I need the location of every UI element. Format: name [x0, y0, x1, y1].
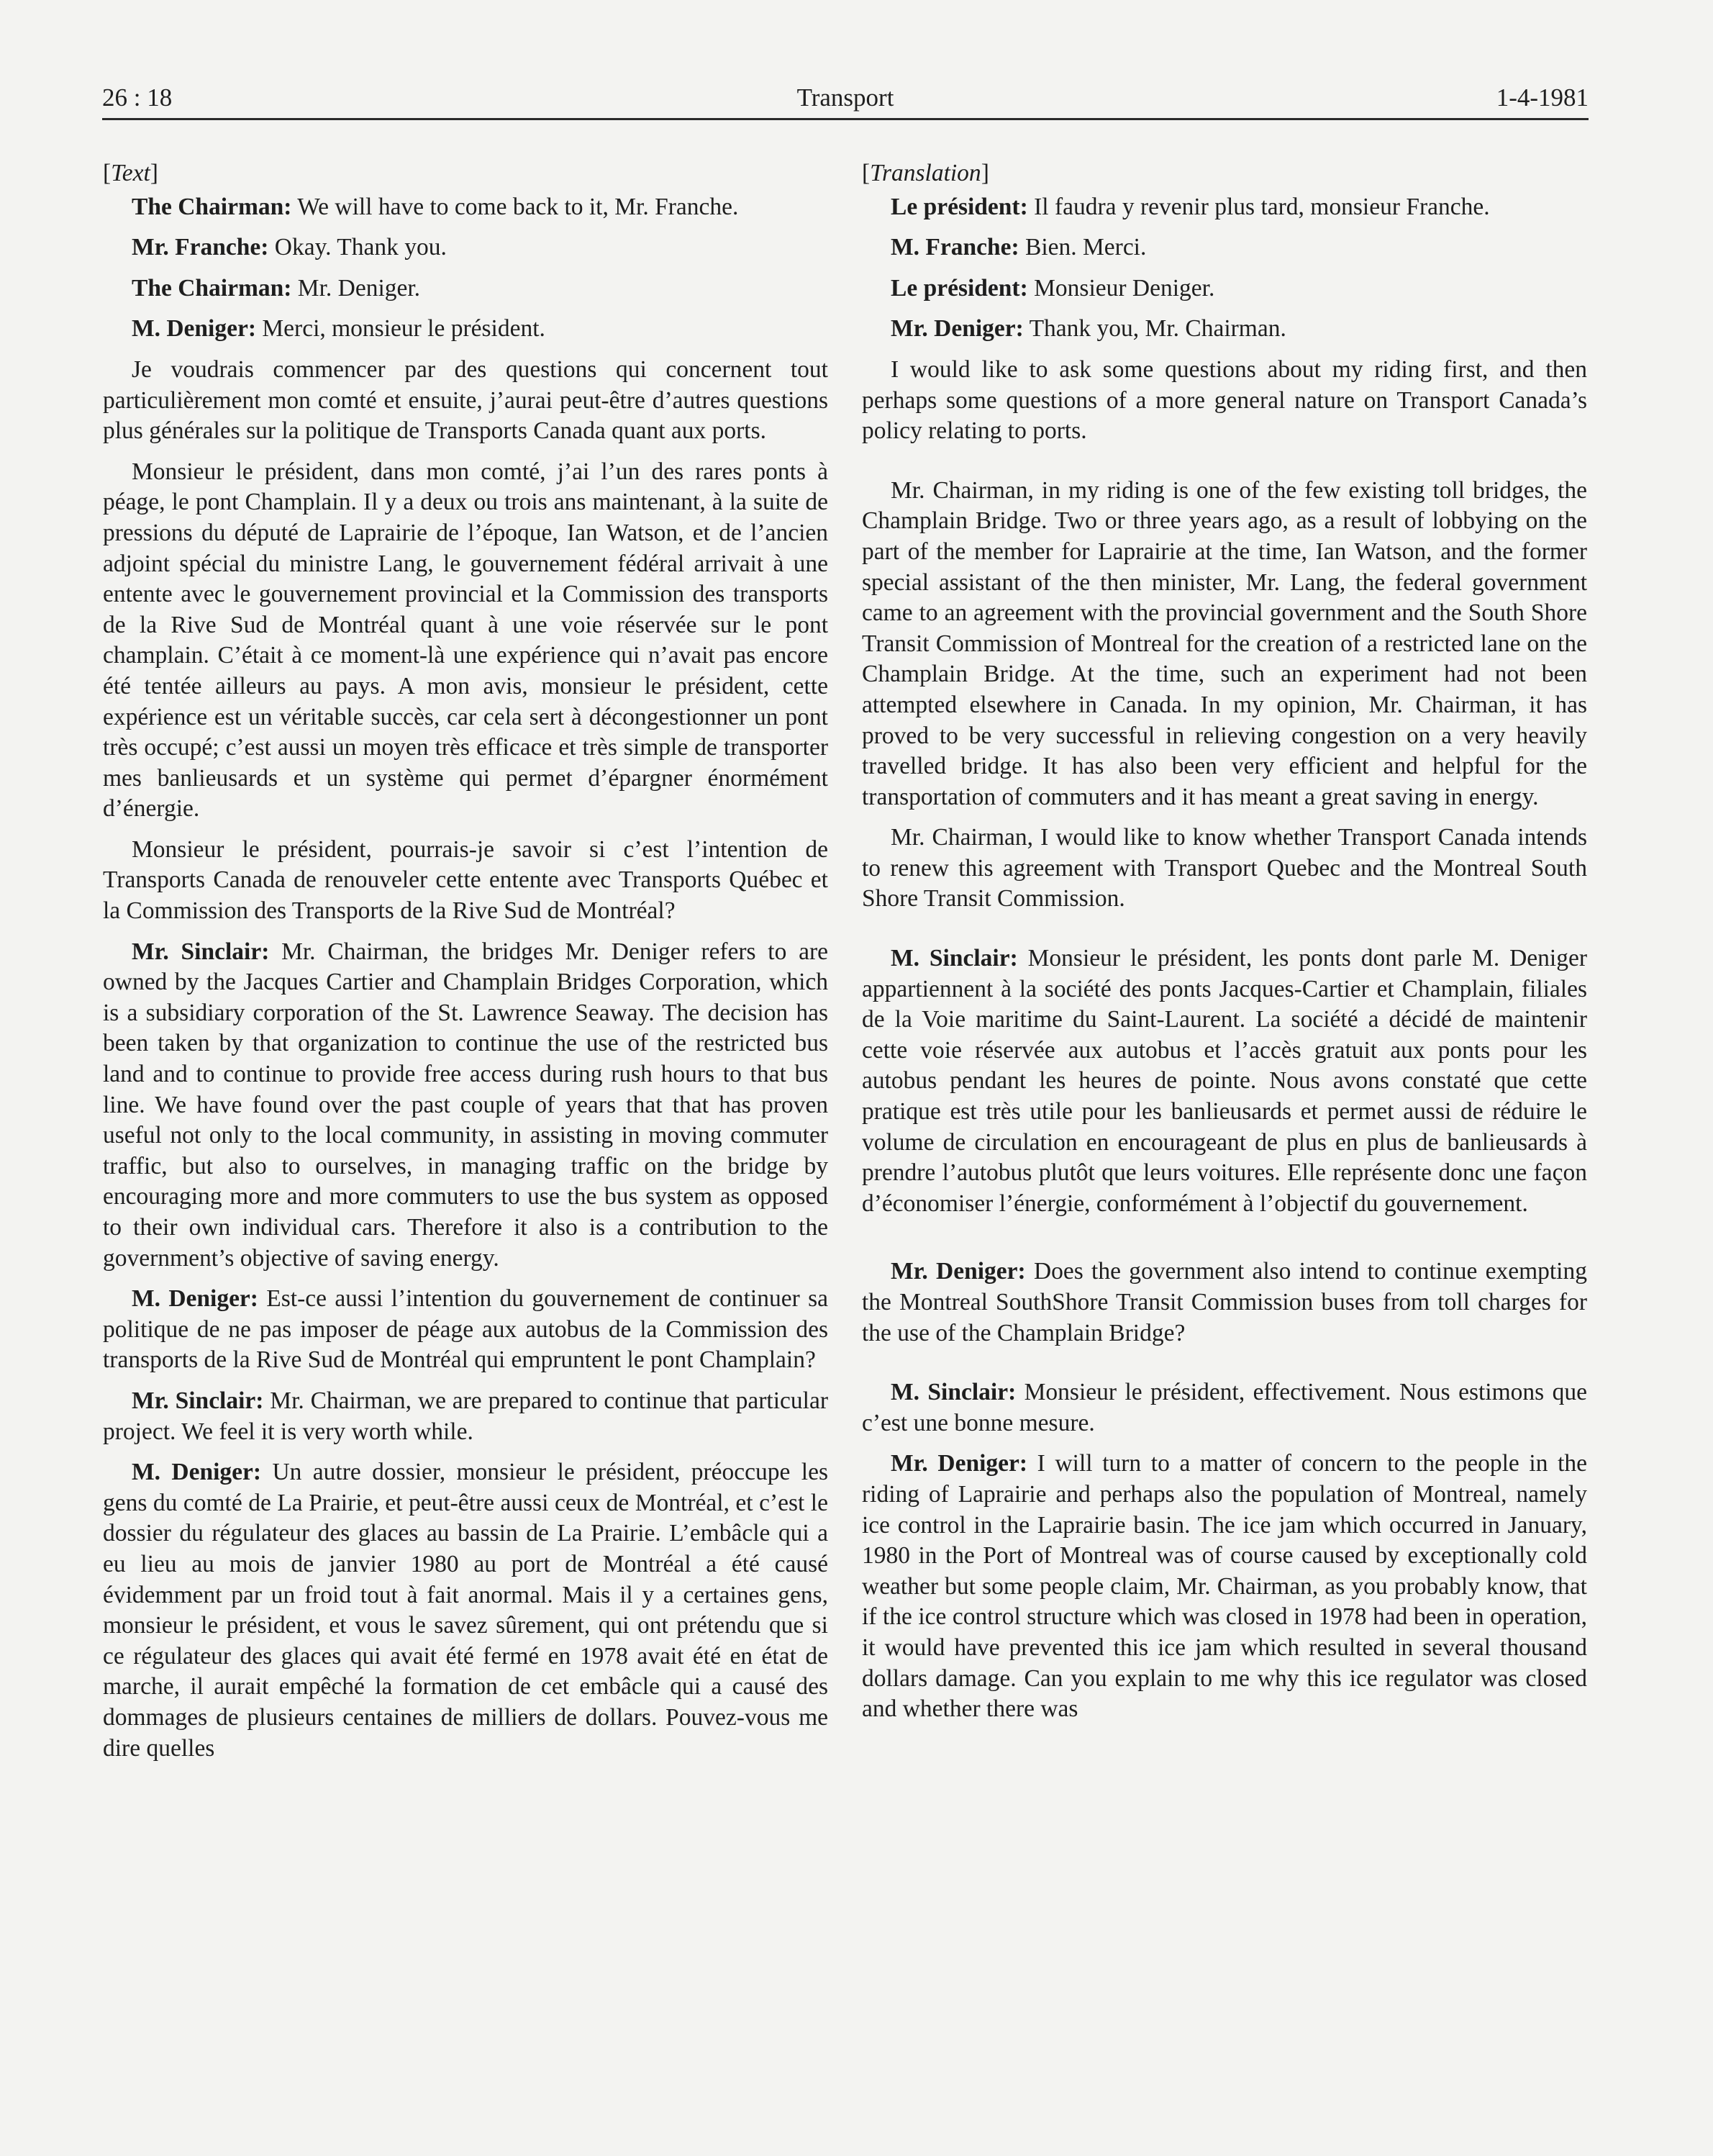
- speaker-name: M. Deniger:: [132, 315, 257, 343]
- column-tag-label: Translation: [870, 160, 981, 186]
- paragraph-text: I would like to ask some questions about my riding first, and then perhaps some questions of a more general nature on Transport Canada’s policy relating to ports.: [862, 355, 1587, 445]
- transcript-paragraph: [103, 457, 828, 825]
- paragraph-text: Un autre dossier, monsieur le président, préoccupe les gens du comté de La Prairie, et peut-être aussi ceux de Montréal, et c’est le dossier du régulateur des glaces au bassin de La Prairie. L’embâcle qui a eu lieu au mois de janvier 1980 au port de Montréal a été causé évidemment par un froid tout à fait anormal. Mais il y a certaines gens, monsieur le président, et vous le savez sûrement, qui ont prétendu que si ce régulateur des glaces qui avait été fermé en 1978 avait été en état de marche, il aurait empêché la formation de cet embâcle qui a causé des dommages de plusieurs centaines de milliers de dollars. Pouvez-vous me dire quelles: [103, 1459, 828, 1762]
- transcript-paragraph: [103, 937, 828, 1274]
- speaker-name: M. Deniger:: [132, 1285, 258, 1313]
- speaker-name: Mr. Sinclair:: [132, 938, 270, 965]
- paragraph-text: Mr. Deniger.: [291, 274, 421, 302]
- transcript-paragraph: [103, 355, 828, 447]
- left-column: [103, 158, 828, 1774]
- paragraph-text: We will have to come back to it, Mr. Franche.: [291, 193, 739, 220]
- column-tag-label: Text: [111, 160, 150, 186]
- speaker-name: Mr. Deniger:: [891, 1450, 1028, 1477]
- speaker-name: Mr. Deniger:: [891, 1258, 1026, 1285]
- transcript-paragraph: [862, 476, 1587, 813]
- transcript-paragraph: [103, 232, 828, 263]
- paragraph-text: Est-ce aussi l’intention du gouvernement de continuer sa politique de ne pas imposer de péage aux autobus de la Commission des transports de la Rive Sud de Montréal qui empruntent le pont Champlain?: [103, 1285, 828, 1374]
- transcript-paragraph: [862, 1377, 1587, 1439]
- paragraph-text: Does the government also intend to continue exempting the Montreal SouthShore Transit Commission buses from toll charges for the use of the Champlain Bridge?: [862, 1258, 1587, 1346]
- speaker-name: Le président:: [891, 193, 1028, 220]
- column-tag: [Text]: [103, 160, 158, 186]
- transcript-paragraph: [862, 1256, 1587, 1349]
- paragraph-text: Monsieur le président, les ponts dont parle M. Deniger appartiennent à la société des ponts Jacques-Cartier et Champlain, filiales de la Voie maritime du Saint-Laurent. La société a décidé de maintenir cette voie réservée aux autobus et l’accès gratuit aux ponts pour les autobus pendant les heures de pointe. Nous avons constaté que cette pratique est très utile pour les banlieusards et permet aussi de réduire le volume de circulation en encourageant de plus en plus de banlieusards à prendre l’autobus plutôt que leurs voitures. Elle représente donc une façon d’économiser l’énergie, conformément à l’objectif du gouvernement.: [862, 945, 1587, 1217]
- paragraph-text: Okay. Thank you.: [268, 234, 447, 261]
- transcript-paragraph: [862, 943, 1587, 1219]
- transcript-paragraph: [103, 273, 828, 304]
- column-tag: [Translation]: [862, 160, 989, 186]
- speaker-name: Mr. Sinclair:: [132, 1387, 264, 1414]
- transcript-paragraph: [862, 314, 1587, 345]
- paragraph-text: Bien. Merci.: [1019, 234, 1147, 261]
- speaker-name: Mr. Franche:: [132, 234, 269, 261]
- page-header: [102, 81, 1589, 120]
- paragraph-text: Mr. Chairman, I would like to know whether Transport Canada intends to renew this agreement with Transport Quebec and the Montreal South Shore Transit Commission.: [862, 824, 1587, 912]
- transcript-paragraph: [103, 1284, 828, 1376]
- transcript-paragraph: [862, 192, 1587, 223]
- speaker-name: M. Franche:: [891, 234, 1019, 261]
- paragraph-text: Monsieur Deniger.: [1027, 274, 1215, 302]
- speaker-name: The Chairman:: [132, 274, 292, 302]
- paragraph-text: Monsieur le président, dans mon comté, j’ai l’un des rares ponts à péage, le pont Champlain. Il y a deux ou trois ans maintenant, à la suite de pressions du député de Laprairie de l’époque, Ian Watson, et de l’ancien adjoint spécial du ministre Lang, le gouvernement fédéral arrivait à une entente avec le gouvernement provincial et la Commission des transports de la Rive Sud de Montréal quant à une voie réservée sur le pont champlain. C’était à ce moment-là une expérience qui n’avait pas encore été tentée ailleurs au pays. A mon avis, monsieur le président, cette expérience est un véritable succès, car cela sert à décongestionner un pont très occupé; c’est aussi un moyen très efficace et très simple de transporter mes banlieusards et un système qui permet d’épargner énormément d’énergie.: [103, 458, 828, 823]
- page-date: 1-4-1981: [1496, 83, 1589, 112]
- paragraph-text: Monsieur le président, effectivement. Nous estimons que c’est une bonne mesure.: [862, 1379, 1587, 1436]
- transcript-paragraph: [103, 1386, 828, 1447]
- transcript-paragraph: [103, 835, 828, 927]
- page-reference: 26 : 18: [102, 83, 173, 112]
- transcript-paragraph: [862, 823, 1587, 915]
- right-column: [862, 158, 1587, 1735]
- paragraph-text: Je voudrais commencer par des questions qui concernent tout particulièrement mon comté et ensuite, j’aurai peut-être d’autres questions plus générales sur la politique de Transports Canada quant aux ports.: [103, 355, 828, 445]
- paragraph-text: Mr. Chairman, the bridges Mr. Deniger refers to are owned by the Jacques Cartier and Champlain Bridges Corporation, which is a subsidiary corporation of the St. Lawrence Seaway. The decision has been taken by that organization to continue the use of the restricted bus land and to continue to provide free access during rush hours to that bus line. We have found over the past couple of years that that has proven useful not only to the local community, in assisting in moving commuter traffic, but also to ourselves, in managing traffic on the bridge by encouraging more and more commuters to use the bus system as opposed to their own individual cars. Therefore it also is a contribution to the government’s objective of saving energy.: [103, 938, 828, 1272]
- transcript-paragraph: [103, 314, 828, 345]
- paragraph-text: Thank you, Mr. Chairman.: [1023, 315, 1286, 343]
- transcript-paragraph: [103, 192, 828, 223]
- transcript-paragraph: [862, 355, 1587, 447]
- paragraph-text: Il faudra y revenir plus tard, monsieur Franche.: [1027, 193, 1490, 220]
- transcript-paragraph: [103, 1457, 828, 1764]
- speaker-name: The Chairman:: [132, 193, 292, 220]
- speaker-name: Le président:: [891, 274, 1028, 302]
- transcript-paragraph: [862, 273, 1587, 304]
- speaker-name: M. Deniger:: [132, 1459, 262, 1486]
- running-title: Transport: [796, 83, 894, 112]
- paragraph-text: Mr. Chairman, in my riding is one of the few existing toll bridges, the Champlain Bridge. Two or three years ago, as a result of lobbying on the part of the member for Laprairie at the time, Ian Watson, and the former special assistant of the then minister, Mr. Lang, the federal government came to an agreement with the provincial government and the South Shore Transit Commission of Montreal for the creation of a restricted lane on the Champlain Bridge. At the time, such an experiment had not been attempted elsewhere in Canada. In my opinion, Mr. Chairman, it has proved to be very successful in relieving congestion on a very heavily travelled bridge. It has also been very efficient and helpful for the transportation of commuters and it has meant a great saving in energy.: [862, 476, 1587, 810]
- transcript-paragraph: [862, 1449, 1587, 1724]
- transcript-paragraph: [862, 232, 1587, 263]
- paragraph-text: Mr. Chairman, we are prepared to continue that particular project. We feel it is very worth while.: [103, 1387, 828, 1445]
- paragraph-text: Monsieur le président, pourrais-je savoir si c’est l’intention de Transports Canada de renouveler cette entente avec Transports Québec et la Commission des Transports de la Rive Sud de Montréal?: [103, 835, 828, 925]
- speaker-name: M. Sinclair:: [891, 1379, 1017, 1406]
- speaker-name: M. Sinclair:: [891, 945, 1018, 972]
- paragraph-text: Merci, monsieur le président.: [256, 315, 545, 343]
- paragraph-text: I will turn to a matter of concern to the people in the riding of Laprairie and perhaps also the population of Montreal, namely ice control in the Laprairie basin. The ice jam which occurred in January, 1980 in the Port of Montreal was of course caused by exceptionally cold weather but some people claim, Mr. Chairman, as you probably know, that if the ice control structure which was closed in 1978 had been in operation, it would have prevented this ice jam which resulted in several thousand dollars damage. Can you explain to me why this ice regulator was closed and whether there was: [862, 1450, 1588, 1723]
- speaker-name: Mr. Deniger:: [891, 315, 1024, 343]
